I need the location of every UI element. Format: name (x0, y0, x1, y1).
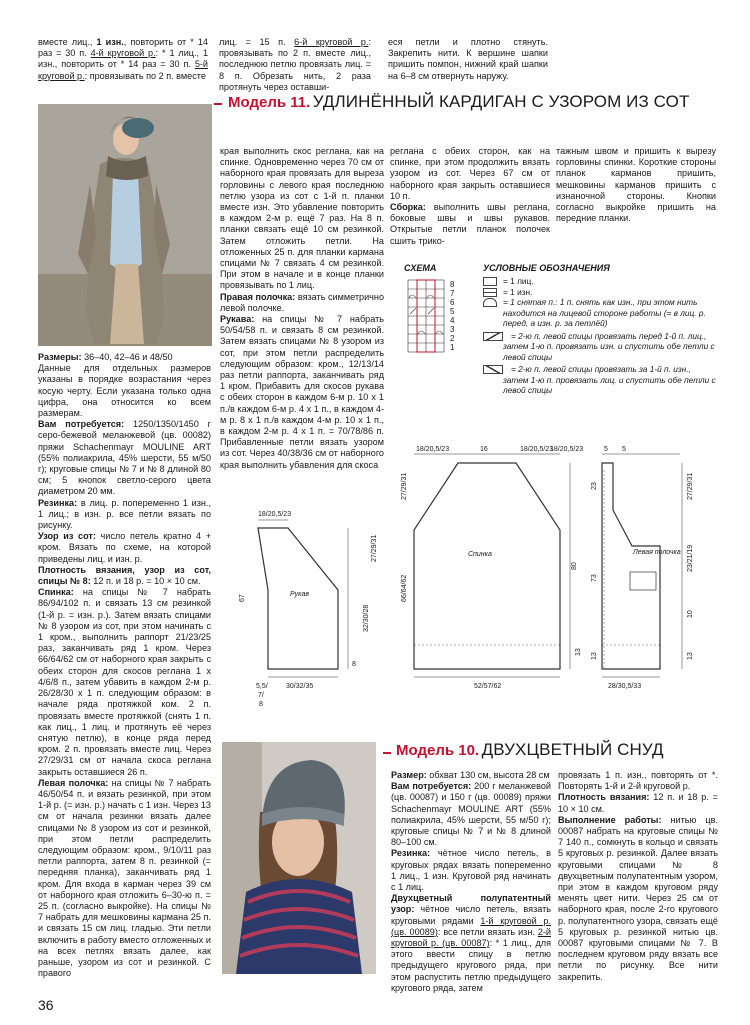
legend (483, 276, 718, 396)
model10-header-rule (383, 752, 391, 754)
front-right-dim-2: 23/21/19 (687, 544, 694, 572)
legend-title: УСЛОВНЫЕ ОБОЗНАЧЕНИЯ (483, 263, 610, 273)
legend-item: = 2-ю п. левой спицы провязать перед 1-й п. лиц., затем 1-ю п. провязать изн. и спустить обе петли с левой спицы (483, 331, 718, 363)
scheme-row-label: 4 (450, 316, 455, 325)
page-number: 36 (38, 997, 54, 1013)
front-outline (602, 463, 660, 669)
scheme-row-label: 8 (450, 280, 455, 289)
sleeve-bottom-dim: 30/32/35 (286, 683, 314, 690)
front-right-dim-1: 27/29/31 (687, 472, 694, 500)
back-top-dim-1: 18/20,5/23 (416, 446, 450, 453)
scheme-chart (400, 274, 470, 364)
back-outline (414, 463, 560, 669)
legend-item: = 1 снятая п.: 1 п. снять как изн., при этом нить находится на лицевой стороне работы (= в лиц. р. перед, а изн. р. за петлёй) (483, 297, 718, 329)
model11-header: Модель 11. УДЛИНЁННЫЙ КАРДИГАН С УЗОРОМ ИЗ СОТ (228, 92, 690, 111)
sleeve-top-dim: 18/20,5/23 (258, 511, 292, 518)
sleeve-cuff-dim-3: 8 (259, 701, 263, 708)
back-left-dim-1: 27/29/31 (401, 472, 408, 500)
back-bottom-dim: 52/57/62 (474, 683, 502, 690)
scheme-row-label: 5 (450, 307, 455, 316)
back-name: Спинка (468, 551, 492, 558)
model11-col-1: Размеры: 36–40, 42–46 и 48/50 Данные для отдельных размеров указаны в порядке возрастания через косую черту. Если указана только одна цифра, она относится ко всем размерам. Вам потребуется: 1250/1350/1450 г серо-бежевой меланжевой (цв. 00082) пряжи Schachenmayr MOULINE ART (55% полиакрила, 45% шерсти, 55 м/50 г); круговые спицы № 7 и № 8 длиной 80 см; 5 кнопок светло-серого цвета диаметром 20 мм. Резинка: в лиц. р. попеременно 1 изн., 1 лиц.; в изн. р. все петли вязать по рисунку. Узор из сот: число петель кратно 4 + кром. Вязать по схеме, на которой приведены лиц. и изн. р. Плотность вязания, узор из сот, спицы № 8: 12 п. и 18 р. = 10 × 10 см. Спинка: на спицы № 7 набрать 86/94/102 п. и связать 13 см резинкой (1-й р. = изн. р.). Затем вязать спицами № 8 узором из сот, при этом начинать с 1 кром., выполнить раппорт 21/23/25 раз, заканчивать ряд 1 кром. Через 66/64/62 см от наборного края закрыть с обеих сторон для скосов реглана 1 х 4/6/8 п., затем убавить в каждом 2-м р. 26/28/30 х 1 п. следующим образом: в начале ряда протяжкой ком. 2 п. провязать вместе протяжкой (снять 1 п. как лиц., 1 лиц. и протянуть её через снятую петлю), в конце ряда перед кром. 2 п. провязать вместе лиц. Через 27/29/31 см от начала скоса реглана закрыть оставшиеся 26 п. Левая полочка: на спицы № 7 набрать 46/50/54 п. и вязать резинкой, при этом 1-й р. (= изн. р.) начать с 1 изн. Через 13 см от начала резинки вязать далее спицами № 8 узором из сот и резинкой, при этом петли распределить следующим образом: кром., 9/10/11 раз петли раппорта, затем 8 п. резинкой (= передняя планка), заканчивать ряд 1 кром. Для входа в карман через 39 см от наборного края отложить 6–30-ю п. = 25 п. (согласно выкройке). На спицы № 7 набрать для мешковины кармана 25 п. и связать 15 см лиц. гладью. Эти петли включить в работу вместо отложенных и на всех петлях вязать далее, как раньше, узором из сот и резинкой. С правого (38, 352, 212, 979)
scheme-row-label: 7 (450, 289, 455, 298)
top-col-3: еся петли и плотно стянуть. Закрепить нити. К вершине шапки пришить помпон, нижний край шапки на 6–8 см отвернуть наружу. (388, 37, 548, 81)
model11-col-4: тажным швом и пришить к вырезу горловины спинки. Короткие стороны планок карманов пришить, мешковины карманов пришить с изнаночной стороны. Кнопки согласно выкройке пришить на передние планки. (556, 146, 716, 224)
front-top-dim-1: 18/20,5/23 (550, 446, 584, 453)
model11-header-rule (214, 103, 222, 105)
back-rib-dim: 13 (575, 648, 582, 656)
sleeve-name: Рукав (290, 591, 310, 598)
top-col-2: лиц. = 15 п. 6-й круговой р.: провязывать по 2 п. вместе лиц., последнюю петлю провязать лиц. = 8 п. Обрезать нить, 2 раза протянуть через оставши- (219, 37, 371, 92)
sleeve-cuff-dim-2: 7/ (258, 692, 264, 699)
sleeve-cuff-dim-1: 5,5/ (256, 683, 268, 690)
front-bottom-dim: 28/30,5/33 (608, 683, 642, 690)
cardigan-model-photo (38, 104, 212, 346)
scheme-row-label: 3 (450, 325, 455, 334)
back-left-dim-2: 66/64/62 (401, 574, 408, 602)
pocket-outline (630, 572, 656, 590)
scheme-title: СХЕМА (404, 263, 437, 273)
knit-symbol (483, 277, 497, 286)
sleeve-right-dim-1: 27/29/31 (371, 534, 378, 562)
model10-col-2: провязать 1 п. изн., повторять от *. Повторять 1-й и 2-й круговой р. Плотность вязания: 12 п. и 18 р. = 10 × 10 см. Выполнение работы: нитью цв. 00087 набрать на круговые спицы № 7 140 п., сомкнуть в кольцо и связать 5 круговых р. резинкой. Далее вязать круговыми спицами № 8 двухцветным полупатентным узором, при этом в каждом круговом ряду менять цвет нити. Через 25 см от наборного края, после 2-го кругового р. полупатентного узора, связать ещё 5 круговых р. резинкой нитью цв. 00087 круговыми спицами № 7. В последнем круговом ряду вязать все петли по рисунку. Все нити закрепить. (558, 770, 718, 982)
legend-item: = 2-ю п. левой спицы провязать за 1-й п. изн., затем 1-ю п. провязать лиц. и спустить обе петли с левой спицы (483, 364, 718, 396)
back-top-dim-3: 18/20,5/23 (520, 446, 554, 453)
back-right-dim: 80 (571, 562, 578, 570)
top-col-1: вместе лиц., 1 изн., повторить от * 14 раз = 30 п. 4-й круговой р.: * 1 лиц., 1 изн., повторить от * 14 раз = 30 п. 5-й круговой р.: провязывать по 2 п. вместе (38, 37, 209, 81)
snood-model-photo (222, 742, 376, 974)
model10-col-1: Размер: обхват 130 см, высота 28 см Вам потребуется: 200 г меланжевой (цв. 00087) и 150 г (цв. 00089) пряжи Schachenmayr MOULINE ART (55% полиакрила, 45% шерсти, 55 м/50 г); круговые спицы № 7 и № 8 длиной 80–100 см. Резинка: чётное число петель, в круговых рядах вязать попеременно 1 лиц., 1 изн. Круговой ряд начинать с 1 лиц. Двухцветный полупатентный узор: чётное число петель, вязать круговыми рядами 1-й круговой р. (цв. 00089): все петли вязать изн. 2-й круговой р. (цв. 00087): * 1 лиц., для этого ввести спицу в петлю предыдущего кругового ряда, при этом распустить петлю предыдущего кругового ряда, затем (391, 770, 552, 993)
front-left-dim-2: 73 (591, 574, 598, 582)
scheme-row-label: 2 (450, 334, 455, 343)
sleeve-outline (258, 528, 338, 669)
front-top-dim-2: 5 (604, 446, 608, 453)
cross-left-symbol (483, 365, 503, 374)
front-right-dim-4: 13 (687, 652, 694, 660)
scheme-row-label: 1 (450, 343, 455, 352)
front-left-dim-1: 23 (591, 482, 598, 490)
purl-symbol (483, 288, 497, 297)
front-name: Левая полочка (633, 549, 681, 556)
back-top-dim-2: 16 (480, 446, 488, 453)
front-top-dim-3: 5 (622, 446, 626, 453)
front-right-dim-3: 10 (687, 610, 694, 618)
cross-right-symbol (483, 332, 503, 341)
sleeve-right-dim-2: 32/30/28 (363, 604, 370, 632)
legend-item: = 1 лиц. (483, 276, 718, 287)
legend-item: = 1 изн. (483, 287, 718, 298)
model11-col-3: реглана с обеих сторон, как на спинке, при этом продолжить вязать узором из сот. Через 67 см от наборного края закрыть оставшиеся 10 п. Сборка: выполнить швы реглана, боковые швы и швы рукавов. Открытые петли планок полочек сшить трико- (390, 146, 550, 246)
front-left-dim-3: 13 (591, 652, 598, 660)
sleeve-left-dim: 67 (239, 594, 246, 602)
model10-header: Модель 10. ДВУХЦВЕТНЫЙ СНУД (396, 740, 664, 759)
scheme-row-label: 6 (450, 298, 455, 307)
sleeve-right-dim-3: 8 (352, 661, 356, 668)
slip-stitch-symbol (483, 298, 497, 307)
model11-col-2: края выполнить скос реглана, как на спинке. Одновременно через 70 см от наборного края провязать для выреза горловины с левого края последнюю петлю узора из сот с 1-й п. планки вместе изн. Это убавление повторить в каждом 2-м р. ещё 7 раз. На 8 п. планки связать ещё 10 см резинкой. Затем отложить петли. На отложенных 25 п. для планки кармана спицами № 7 связать 4 см резинкой. При этом в начале и в конце планки провязывать по 1 лиц. Правая полочка: вязать симметрично левой полочке. Рукава: на спицы № 7 набрать 50/54/58 п. и связать 8 см резинкой. Затем вязать спицами № 8 узором из сот, при этом петли распределить следующим образом: кром., 12/13/14 раз петли раппорта, заканчивать ряд 1 кром. Прибавить для скосов рукава с обеих сторон в каждом 6-м р. 10 х 1 п./в каждом 6-м р. 4 х 1 п., в каждом 4-м р. 8 х 1 п./в каждом 4-м р. 10 х 1 п., в каждом 2-м р. 4 х 1 п. = 70/78/86 п. Прибавленные петли вязать узором из сот. Через 40/38/36 см от наборного края выполнить убавления для скоса (220, 146, 384, 470)
pattern-schematics (220, 440, 720, 720)
